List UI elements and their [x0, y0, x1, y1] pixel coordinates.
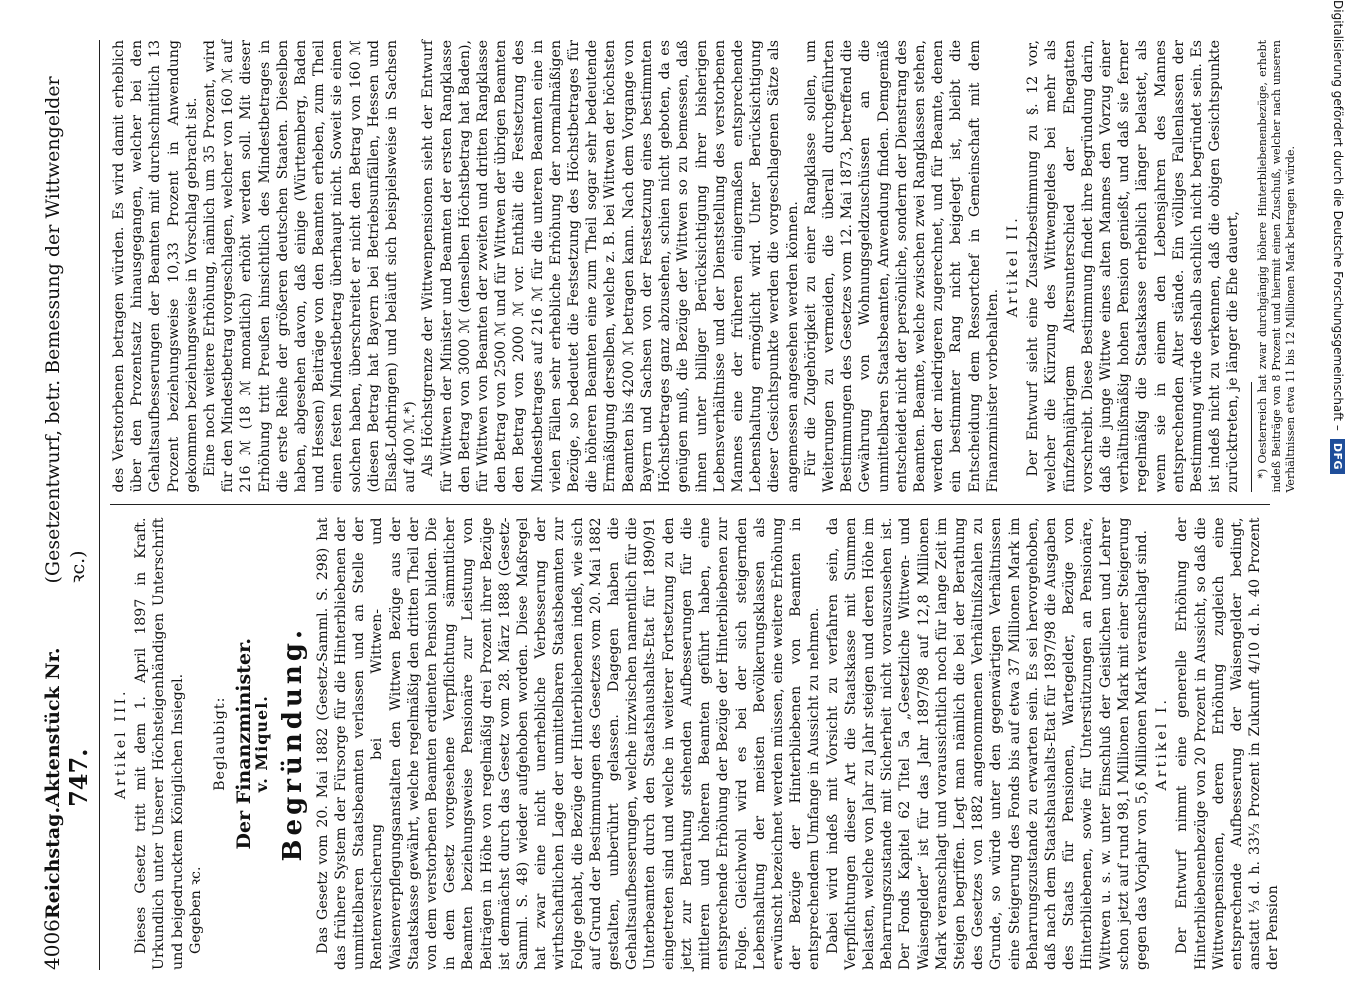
doc-number: 747. — [64, 748, 93, 807]
paragraph: Das Gesetz vom 20. Mai 1882 (Gesetz-Samml. S. 298) hat das frühere System der Fürsorge für die Hinterbliebenen der unmittelbaren Staatsbeamten verlassen und an Stelle der Rentenversicherung bei Wittwen- und Waisenverpflegungsanstalten den Wittwen Bezüge aus der Staatskasse gewährt, welche regelmäßig den dritten Theil der von dem verstorbenen Beamten erdienten Pension bilden. Die in dem Gesetz vorgesehene Verpflichtung sämmtlicher Beamten beziehungsweise Pensionäre zur Leistung von Beiträgen in Höhe von regelmäßig drei Prozent ihrer Bezüge ist demnächst durch das Gesetz vom 28. März 1888 (Gesetz-Samml. S. 48) wieder aufgehoben worden. Diese Maßregel hat zwar eine nicht unerhebliche Verbesserung der wirthschaftlichen Lage der unmittelbaren Staatsbeamten zur Folge gehabt, die Bezüge der Hinterbliebenen indeß, wie sich auf Grund der Bestimmungen des Gesetzes vom 20. Mai 1882 gestalten, unberührt gelassen. Dagegen haben die Gehaltsaufbesserungen, welche inzwischen namentlich für die Unterbeamten durch den Staatshaushalts-Etat für 1890/91 eingetreten sind und welche in weiterer Fortsetzung zu den jetzt zur Berathung stehenden Aufbesserungen für die mittleren und höheren Beamten geführt haben, eine entsprechende Erhöhung der Bezüge der Hinterbliebenen zur Folge. Gleichwohl wird es bei der sich steigernden Lebenshaltung der meisten Bevölkerungsklassen als erwünscht bezeichnet werden müssen, eine weitere Erhöhung der Bezüge der Hinterbliebenen von Beamten in entsprechendem Umfange in Aussicht zu nehmen. — [314, 517, 823, 970]
paragraph: Dabei wird indeß mit Vorsicht zu verfahren sein, da Verpflichtungen dieser Art die Staatskasse mit Summen belasten, welche von Jahr zu Jahr steigen und deren Höhe im Beharrungszustande mit Sicherheit nicht vorauszusehen ist. Der Fonds Kapitel 62 Titel 5a „Gesetzliche Wittwen- und Waisengelder“ ist für das Jahr 1897/98 auf 12,8 Millionen Mark veranschlagt und voraussichtlich noch für lange Zeit im Steigen begriffen. Legt man nämlich die bei der Berathung des Gesetzes von 1882 angenommenen Verhältnißzahlen zu Grunde, so würde unter den gegenwärtigen Verhältnissen eine Steigerung des Fonds bis auf etwa 37 Millionen Mark im Beharrungszustande zu erwarten sein. Es sei hervorgehoben, daß nach dem Staatshaushalts-Etat für 1897/98 die Ausgaben des Staats für Pensionen, Wartegelder, Bezüge von Hinterbliebenen, sowie für Unterstützungen an Pensionäre, Wittwen u. s. w. unter Einschluß der Geistlichen und Lehrer schon jetzt auf rund 98,1 Millionen Mark mit einer Steigerung gegen das Vorjahr von 5,6 Millionen Mark veranschlagt sind. — [824, 517, 1150, 970]
paragraph: Dieses Gesetz tritt mit dem 1. April 1897 in Kraft. Urkundlich unter Unserer Höchsteigenhändigen Unterschrift und beigedrucktem Königlichen Insiegel. — [133, 517, 186, 970]
doc-label: Aktenstück Nr. — [42, 647, 64, 807]
signer-name: v. Miquel. — [252, 695, 272, 793]
footnote-divider — [1251, 383, 1252, 493]
minister-title: Der Finanzminister. — [233, 638, 256, 850]
gegeben-line: Gegeben ꝛc. — [187, 866, 204, 954]
left-column — [110, 506, 1282, 971]
text-columns — [110, 40, 1297, 970]
page-header — [40, 40, 100, 970]
paragraph: Für die Zugehörigkeit zu einer Rangklasse sollen, um Weiterungen zu vermeiden, die überall durchgeführten Bestimmungen des Gesetzes vom 12. Mai 1873, betreffend die Gewährung von Wohnungsgeldzuschüssen an die unmittelbaren Staatsbeamten, Anwendung finden. Demgemäß entscheidet nicht der persönliche, sondern der Dienstrang des Beamten. Beamte, welche zwischen zwei Rangklassen stehen, werden der niedrigeren zugerechnet, und für Beamte, denen ein bestimmter Rang nicht beigelegt ist, bleibt die Entscheidung dem Ressortchef in Gemeinschaft mit dem Finanzminister vorbehalten. — [802, 40, 1001, 493]
paragraph: des Verstorbenen betragen würden. Es wird damit erheblich über den Prozentsatz hinausgegangen, welcher bei den Gehaltsaufbesserungen der Beamten mit durchschnittlich 13 Prozent beziehungsweise 10,33 Prozent in Anwendung gekommen beziehungsweise in Vorschlag gebracht ist. — [111, 40, 200, 493]
page-number: 4006 — [40, 919, 64, 970]
article-3-heading: Artikel III. — [113, 688, 129, 800]
footnote: *) Oesterreich hat zwar durchgängig höhere Hinterbliebenenbezüge, erhebt indeß Beiträge von 8 Prozent und hiermit einen Zuschuß, welcher nach unseren Verhältnissen etwa 11 bis 12 Millionen Mark betragen würde. — [1255, 40, 1297, 493]
dfg-logo: DFG — [1331, 439, 1346, 474]
header-doc-label — [42, 584, 93, 807]
digitization-credit-bar — [1323, 0, 1353, 1000]
header-left-title: Reichstag. — [42, 806, 64, 920]
article-2-heading: Artikel II. — [1004, 215, 1021, 318]
credit-text: Digitalisierung gefördert durch die Deutsche Forschungsgemeinschaft – — [1331, 0, 1345, 431]
article-1-heading: Artikel I. — [1154, 697, 1171, 791]
beglaubigt-line: Beglaubigt: — [212, 696, 229, 791]
paragraph: Eine noch weitere Erhöhung, nämlich um 35 Prozent, wird für den Mindestbetrag vorgeschlagen, welcher von 160 ℳ auf 216 ℳ (18 ℳ monatlich) erhöht werden soll. Mit dieser Erhöhung tritt Preußen hinsichtlich des Mindestbetrages in die erste Reihe der größeren deutschen Staaten. Dieselben haben, abgesehen davon, daß einige (Württemberg, Baden und Hessen) Beiträge von den Beamten erheben, zum Theil einen festen Mindestbetrag überhaupt nicht. Soweit sie einen solchen haben, überschreitet er nicht den Betrag von 160 ℳ (diesen Betrag hat Bayern bei Betriebsunfällen, Hessen und Elsaß-Lothringen) und beläuft sich beispielsweise in Sachsen auf 400 ℳ.*) — [202, 40, 419, 493]
section-heading-begruendung: Begründung. — [277, 626, 308, 862]
paragraph: Als Höchstgrenze der Wittwenpensionen sieht der Entwurf für Wittwen der Minister und Beamten der ersten Rangklasse den Betrag von 3000 ℳ (denselben Höchstbetrag hat Baden), für Wittwen von Beamten der zweiten und dritten Rangklasse den Betrag von 2500 ℳ und für Wittwen der übrigen Beamten den Betrag von 2000 ℳ vor. Enthält die Festsetzung des Mindestbetrages auf 216 ℳ für die unteren Beamten eine in vielen Fällen sehr erhebliche Erhöhung der normalmäßigen Bezüge, so bedeutet die Festsetzung des Höchstbetrages für die höheren Beamten eine zum Theil sogar sehr bedeutende Ermäßigung derselben, welche z. B. bei Wittwen der höchsten Beamten bis 4200 ℳ betragen kann. Nach dem Vorgange von Bayern und Sachsen von der Festsetzung eines bestimmten Höchstbetrages ganz abzusehen, schien nicht geboten, da es genügen muß, die Bezüge der Wittwen so zu bemessen, daß ihnen unter billiger Berücksichtigung ihrer bisherigen Lebensverhältnisse und der Dienststellung des verstorbenen Mannes eine der früheren einigermaßen entsprechende Lebenshaltung ermöglicht wird. Unter Berücksichtigung dieser Gesichtspunkte werden die vorgeschlagenen Sätze als angemessen angesehen werden können. — [420, 40, 801, 493]
header-right-title: (Gesetzentwurf, betr. Bemessung der Wittwengelder ꝛc.) — [42, 76, 89, 584]
right-column — [110, 40, 1297, 506]
paragraph: Der Entwurf sieht eine Zusatzbestimmung zu §. 12 vor, welcher die Kürzung des Wittwengeldes bei mehr als fünfzehnjährigem Altersunterschied der Ehegatten vorschreibt. Diese Bestimmung findet ihre Begründung darin, daß die junge Wittwe eines alten Mannes den Vorzug einer verhältnißmäßig hohen Pension genießt, und daß sie ferner regelmäßig die Staatskasse erheblich länger belastet, als wenn sie in einem den Lebensjahren des Mannes entsprechenden Alter stände. Ein völliges Fallenlassen der Bestimmung würde deshalb sachlich nicht begründet sein. Es ist indeß nicht zu verkennen, daß die obigen Gesichtspunkte zurücktreten, je länger die Ehe dauert, — [1025, 40, 1242, 493]
paragraph: Der Entwurf nimmt eine generelle Erhöhung der Hinterbliebenenbezüge von 20 Prozent in Aussicht, so daß die Wittwenpensionen, deren Erhöhung zugleich eine entsprechende Aufbesserung der Waisengelder bedingt, anstatt ⅓ d. h. 33⅓ Prozent in Zukunft 4/10 d. h. 40 Prozent der Pension — [1174, 517, 1282, 970]
